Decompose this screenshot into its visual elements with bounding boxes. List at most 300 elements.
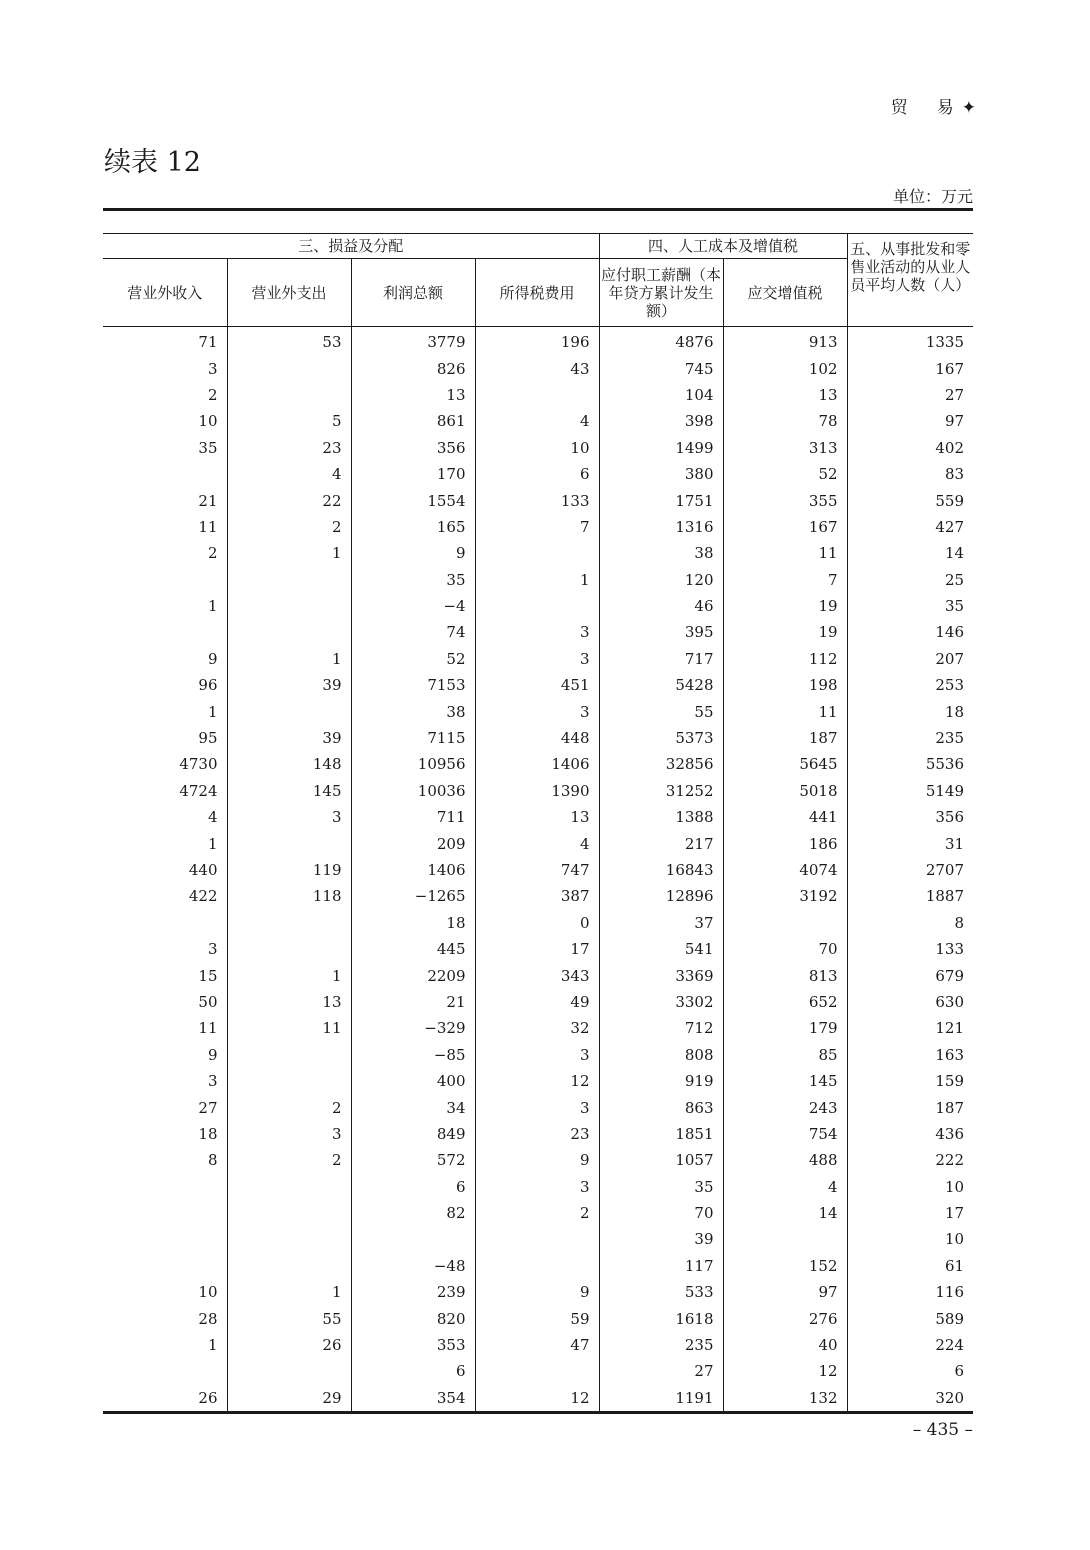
table-cell: 1 xyxy=(227,646,351,672)
table-cell: 23 xyxy=(475,1121,599,1147)
table-cell: 97 xyxy=(723,1279,847,1305)
table-cell: 10 xyxy=(944,1230,965,1249)
table-cell: 356 xyxy=(935,808,965,827)
table-cell: 4724 xyxy=(103,778,227,804)
table-cell: 26 xyxy=(103,1385,227,1413)
table-row xyxy=(103,1121,973,1147)
table-cell: 82 xyxy=(351,1200,475,1226)
table-cell: 572 xyxy=(351,1147,475,1173)
table-cell: 6 xyxy=(475,461,599,487)
table-cell: 27 xyxy=(103,1094,227,1120)
table-cell: 52 xyxy=(723,461,847,487)
table-row xyxy=(103,355,973,381)
column-header-income-tax: 所得税费用 xyxy=(475,259,599,327)
table-cell xyxy=(227,1253,351,1279)
table-cell: 15 xyxy=(103,962,227,988)
table-cell: 104 xyxy=(599,382,723,408)
table-row xyxy=(103,778,973,804)
table-cell: 10956 xyxy=(351,751,475,777)
table-cell: 402 xyxy=(935,438,965,457)
table-row xyxy=(103,567,973,593)
table-cell: 22 xyxy=(227,487,351,513)
table-cell: 112 xyxy=(723,646,847,672)
table-cell: 6 xyxy=(954,1362,965,1381)
table-cell: −4 xyxy=(351,593,475,619)
table-cell: 820 xyxy=(351,1305,475,1331)
table-cell: 50 xyxy=(103,989,227,1015)
table-row xyxy=(103,514,973,540)
table-cell: 133 xyxy=(935,940,965,959)
table-cell: 745 xyxy=(599,355,723,381)
table-cell: 39 xyxy=(227,725,351,751)
table-cell: 167 xyxy=(723,514,847,540)
table-row xyxy=(103,672,973,698)
table-cell: 8 xyxy=(103,1147,227,1173)
table-cell xyxy=(475,1226,599,1252)
table-cell: 13 xyxy=(475,804,599,830)
table-cell: 9 xyxy=(103,646,227,672)
table-cell: 31252 xyxy=(599,778,723,804)
table-cell: 96 xyxy=(103,672,227,698)
table-cell: 43 xyxy=(475,355,599,381)
table-cell: 1887 xyxy=(925,887,965,906)
table-cell: 11 xyxy=(723,698,847,724)
table-cell: 12896 xyxy=(599,883,723,909)
table-cell: 1618 xyxy=(599,1305,723,1331)
table-cell: 849 xyxy=(351,1121,475,1147)
table-row xyxy=(103,1094,973,1120)
table-row xyxy=(103,1200,973,1226)
table-cell: 146 xyxy=(935,623,965,642)
table-cell: 3 xyxy=(475,698,599,724)
table-cell: 102 xyxy=(723,355,847,381)
table-cell: 133 xyxy=(475,487,599,513)
table-cell: 3 xyxy=(103,355,227,381)
table-cell: 40 xyxy=(723,1332,847,1358)
table-cell xyxy=(475,382,599,408)
table-cell: 747 xyxy=(475,857,599,883)
table-cell: 12 xyxy=(475,1068,599,1094)
table-cell: 1 xyxy=(227,962,351,988)
table-cell xyxy=(103,1174,227,1200)
table-cell: 1 xyxy=(103,698,227,724)
table-cell: 5428 xyxy=(599,672,723,698)
table-cell: 1388 xyxy=(599,804,723,830)
table-cell xyxy=(475,593,599,619)
table-cell: 39 xyxy=(599,1226,723,1252)
table-cell: 4 xyxy=(475,830,599,856)
group-header-employee-count: 五、从事批发和零售业活动的从业人员平均人数（人） xyxy=(847,234,973,327)
table-cell: 1406 xyxy=(351,857,475,883)
table-cell: 59 xyxy=(475,1305,599,1331)
table-cell: 17 xyxy=(944,1204,965,1223)
top-rule xyxy=(103,208,973,211)
table-cell: 4074 xyxy=(723,857,847,883)
table-cell xyxy=(227,1174,351,1200)
table-cell: 14 xyxy=(944,544,965,563)
table-cell: 3 xyxy=(103,936,227,962)
table-cell xyxy=(227,593,351,619)
table-cell: −48 xyxy=(351,1253,475,1279)
table-cell: 70 xyxy=(599,1200,723,1226)
table-cell: 70 xyxy=(723,936,847,962)
table-cell: 118 xyxy=(227,883,351,909)
table-cell: 919 xyxy=(599,1068,723,1094)
table-cell: 74 xyxy=(351,619,475,645)
table-cell: 23 xyxy=(227,435,351,461)
table-cell: 861 xyxy=(351,408,475,434)
table-cell: 10 xyxy=(103,408,227,434)
table-cell xyxy=(227,567,351,593)
table-cell: 451 xyxy=(475,672,599,698)
table-cell: 145 xyxy=(227,778,351,804)
table-cell: 9 xyxy=(103,1042,227,1068)
table-cell: 448 xyxy=(475,725,599,751)
table-cell: 3 xyxy=(475,1094,599,1120)
table-cell: 7 xyxy=(475,514,599,540)
table-cell: 27 xyxy=(944,385,965,404)
table-cell: 13 xyxy=(227,989,351,1015)
table-cell: 355 xyxy=(723,487,847,513)
table-cell: 3 xyxy=(475,1174,599,1200)
table-cell: 1406 xyxy=(475,751,599,777)
table-cell xyxy=(103,1358,227,1384)
table-cell: 10 xyxy=(103,1279,227,1305)
table-cell: 5645 xyxy=(723,751,847,777)
table-cell: 395 xyxy=(599,619,723,645)
table-cell: 813 xyxy=(723,962,847,988)
table-cell: 85 xyxy=(723,1042,847,1068)
column-header-payroll: 应付职工薪酬（本年贷方累计发生额） xyxy=(599,259,723,327)
table-cell: 159 xyxy=(935,1072,965,1091)
table-cell: 10036 xyxy=(351,778,475,804)
table-row xyxy=(103,435,973,461)
column-header-vat-payable: 应交增值税 xyxy=(723,259,847,327)
table-cell: 5373 xyxy=(599,725,723,751)
table-cell: 12 xyxy=(723,1358,847,1384)
table-cell: 18 xyxy=(944,702,965,721)
table-cell: 38 xyxy=(599,540,723,566)
table-cell: 163 xyxy=(935,1045,965,1064)
table-cell: 26 xyxy=(227,1332,351,1358)
table-cell: 5 xyxy=(227,408,351,434)
table-cell: 2 xyxy=(227,1147,351,1173)
table-cell: 61 xyxy=(944,1256,965,1275)
table-cell: 7115 xyxy=(351,725,475,751)
table-cell: 16843 xyxy=(599,857,723,883)
table-cell: 11 xyxy=(103,1015,227,1041)
table-cell: 132 xyxy=(723,1385,847,1413)
table-cell: 4 xyxy=(227,461,351,487)
table-cell: 4 xyxy=(475,408,599,434)
table-row xyxy=(103,646,973,672)
table-cell xyxy=(103,1253,227,1279)
table-cell: 1751 xyxy=(599,487,723,513)
table-cell: 712 xyxy=(599,1015,723,1041)
table-row xyxy=(103,1015,973,1041)
table-cell: 11 xyxy=(227,1015,351,1041)
table-cell: 25 xyxy=(944,570,965,589)
table-body xyxy=(103,327,973,1413)
table-cell: 3192 xyxy=(723,883,847,909)
group-header-profit-distribution: 三、损益及分配 xyxy=(103,234,599,259)
table-row xyxy=(103,725,973,751)
table-cell: 863 xyxy=(599,1094,723,1120)
table-cell: 37 xyxy=(599,910,723,936)
table-cell: 400 xyxy=(351,1068,475,1094)
table-cell: 754 xyxy=(723,1121,847,1147)
table-cell: 217 xyxy=(599,830,723,856)
table-cell: 145 xyxy=(723,1068,847,1094)
table-cell: 3 xyxy=(475,1042,599,1068)
table-cell: 4730 xyxy=(103,751,227,777)
table-cell: 313 xyxy=(723,435,847,461)
table-cell: 32856 xyxy=(599,751,723,777)
table-cell: 120 xyxy=(599,567,723,593)
table-cell: 198 xyxy=(723,672,847,698)
table-cell: 427 xyxy=(935,517,965,536)
table-cell: 5149 xyxy=(925,781,965,800)
table-cell: 541 xyxy=(599,936,723,962)
table-cell: 343 xyxy=(475,962,599,988)
table-cell: 10 xyxy=(944,1177,965,1196)
group-header-row xyxy=(103,234,973,259)
table-cell: 1 xyxy=(475,567,599,593)
table-cell: 83 xyxy=(944,465,965,484)
table-cell: 34 xyxy=(351,1094,475,1120)
table-cell: 0 xyxy=(475,910,599,936)
table-cell: 235 xyxy=(599,1332,723,1358)
table-row xyxy=(103,1253,973,1279)
table-cell: 559 xyxy=(935,491,965,510)
table-cell: 3 xyxy=(475,619,599,645)
table-cell: 380 xyxy=(599,461,723,487)
table-cell: 2 xyxy=(227,514,351,540)
table-cell: 222 xyxy=(935,1151,965,1170)
statistics-table xyxy=(103,233,973,1414)
unit-label: 单位：万元 xyxy=(892,187,973,206)
table-cell: 1 xyxy=(103,593,227,619)
table-cell xyxy=(723,910,847,936)
table-cell: −1265 xyxy=(351,883,475,909)
table-cell: 35 xyxy=(599,1174,723,1200)
table-cell: −85 xyxy=(351,1042,475,1068)
table-row xyxy=(103,593,973,619)
table-row xyxy=(103,540,973,566)
table-cell: 224 xyxy=(935,1336,965,1355)
table-cell: 398 xyxy=(599,408,723,434)
table-cell xyxy=(227,1226,351,1252)
table-cell: 11 xyxy=(103,514,227,540)
table-cell xyxy=(103,461,227,487)
column-header-non-operating-expense: 营业外支出 xyxy=(227,259,351,327)
table-cell: 12 xyxy=(475,1385,599,1413)
table-cell: 13 xyxy=(723,382,847,408)
table-cell: 1390 xyxy=(475,778,599,804)
table-cell: 18 xyxy=(103,1121,227,1147)
table-cell: 121 xyxy=(935,1019,965,1038)
table-row xyxy=(103,1332,973,1358)
table-cell: 209 xyxy=(351,830,475,856)
table-cell: 29 xyxy=(227,1385,351,1413)
table-header xyxy=(103,234,973,327)
table-cell: 235 xyxy=(935,729,965,748)
page-title: 续表 12 xyxy=(104,147,201,178)
table-cell: 14 xyxy=(723,1200,847,1226)
table-cell: 422 xyxy=(103,883,227,909)
table-cell: 356 xyxy=(351,435,475,461)
table-cell: 18 xyxy=(351,910,475,936)
table-cell: 1 xyxy=(227,540,351,566)
table-row xyxy=(103,327,973,356)
table-cell: 353 xyxy=(351,1332,475,1358)
table-cell: 354 xyxy=(351,1385,475,1413)
table-cell: 32 xyxy=(475,1015,599,1041)
table-cell: 119 xyxy=(227,857,351,883)
table-cell: 4 xyxy=(103,804,227,830)
table-cell: 148 xyxy=(227,751,351,777)
table-cell: 239 xyxy=(351,1279,475,1305)
table-cell: 679 xyxy=(935,966,965,985)
table-row xyxy=(103,936,973,962)
table-cell: 49 xyxy=(475,989,599,1015)
table-cell: 38 xyxy=(351,698,475,724)
table-row xyxy=(103,751,973,777)
table-cell: 28 xyxy=(103,1305,227,1331)
table-cell xyxy=(723,1226,847,1252)
table-cell: −329 xyxy=(351,1015,475,1041)
table-cell: 3302 xyxy=(599,989,723,1015)
table-cell: 7153 xyxy=(351,672,475,698)
table-cell: 116 xyxy=(935,1283,965,1302)
table-cell xyxy=(103,910,227,936)
table-cell: 2209 xyxy=(351,962,475,988)
table-cell: 589 xyxy=(935,1309,965,1328)
table-cell: 253 xyxy=(935,676,965,695)
table-cell: 10 xyxy=(475,435,599,461)
table-cell: 167 xyxy=(935,359,965,378)
table-cell: 2 xyxy=(475,1200,599,1226)
table-row xyxy=(103,1068,973,1094)
table-row xyxy=(103,989,973,1015)
table-cell: 19 xyxy=(723,593,847,619)
table-cell: 78 xyxy=(723,408,847,434)
table-cell: 53 xyxy=(227,327,351,356)
table-cell: 52 xyxy=(351,646,475,672)
table-cell xyxy=(351,1226,475,1252)
table-cell: 13 xyxy=(351,382,475,408)
table-cell: 27 xyxy=(599,1358,723,1384)
table-cell: 808 xyxy=(599,1042,723,1068)
table-row xyxy=(103,910,973,936)
table-cell: 207 xyxy=(935,649,965,668)
table-cell: 1191 xyxy=(599,1385,723,1413)
table-cell: 630 xyxy=(935,992,965,1011)
table-row xyxy=(103,461,973,487)
table-cell: 1851 xyxy=(599,1121,723,1147)
table-cell: 97 xyxy=(944,412,965,431)
table-cell: 488 xyxy=(723,1147,847,1173)
table-cell: 17 xyxy=(475,936,599,962)
table-row xyxy=(103,408,973,434)
table-cell: 276 xyxy=(723,1305,847,1331)
table-cell: 1554 xyxy=(351,487,475,513)
table-cell: 1335 xyxy=(925,333,965,352)
table-cell: 441 xyxy=(723,804,847,830)
table-cell xyxy=(227,1358,351,1384)
table-cell: 1057 xyxy=(599,1147,723,1173)
table-cell: 6 xyxy=(351,1174,475,1200)
table-cell: 95 xyxy=(103,725,227,751)
table-row xyxy=(103,857,973,883)
diamond-marker-icon: ✦ xyxy=(961,98,976,118)
table-cell: 71 xyxy=(103,327,227,356)
table-cell xyxy=(103,619,227,645)
table-cell: 9 xyxy=(475,1279,599,1305)
table-cell: 152 xyxy=(723,1253,847,1279)
table-cell: 19 xyxy=(723,619,847,645)
table-cell: 1 xyxy=(103,1332,227,1358)
table-cell: 717 xyxy=(599,646,723,672)
table-cell: 2707 xyxy=(925,861,965,879)
table-cell: 4876 xyxy=(599,327,723,356)
table-cell xyxy=(227,1200,351,1226)
table-cell: 6 xyxy=(351,1358,475,1384)
table-cell: 436 xyxy=(935,1124,965,1143)
table-cell: 5536 xyxy=(925,755,965,774)
table-cell: 3 xyxy=(227,804,351,830)
table-cell: 3369 xyxy=(599,962,723,988)
table-cell: 21 xyxy=(103,487,227,513)
table-cell xyxy=(475,1253,599,1279)
table-cell: 243 xyxy=(723,1094,847,1120)
table-row xyxy=(103,698,973,724)
table-row xyxy=(103,1226,973,1252)
table-cell: 187 xyxy=(935,1098,965,1117)
table-cell: 445 xyxy=(351,936,475,962)
table-cell: 35 xyxy=(351,567,475,593)
table-cell: 179 xyxy=(723,1015,847,1041)
table-cell xyxy=(227,619,351,645)
table-cell: 826 xyxy=(351,355,475,381)
table-cell: 1 xyxy=(227,1279,351,1305)
table-cell: 2 xyxy=(227,1094,351,1120)
table-cell: 2 xyxy=(103,382,227,408)
table-cell: 387 xyxy=(475,883,599,909)
table-cell: 7 xyxy=(723,567,847,593)
table-cell xyxy=(475,1358,599,1384)
group-header-labor-cost-vat: 四、人工成本及增值税 xyxy=(599,234,847,259)
table-cell: 196 xyxy=(475,327,599,356)
table-cell xyxy=(227,936,351,962)
table-cell: 9 xyxy=(351,540,475,566)
table-row xyxy=(103,382,973,408)
table-row xyxy=(103,1385,973,1413)
table-cell: 5018 xyxy=(723,778,847,804)
table-cell: 3 xyxy=(103,1068,227,1094)
table-row xyxy=(103,1279,973,1305)
table-cell: 186 xyxy=(723,830,847,856)
table-cell: 11 xyxy=(723,540,847,566)
table-cell: 21 xyxy=(351,989,475,1015)
table-row xyxy=(103,1042,973,1068)
table-cell: 652 xyxy=(723,989,847,1015)
table-cell: 187 xyxy=(723,725,847,751)
table-cell: 320 xyxy=(847,1385,973,1413)
column-header-total-profit: 利润总额 xyxy=(351,259,475,327)
table-cell: 711 xyxy=(351,804,475,830)
table-cell: 47 xyxy=(475,1332,599,1358)
